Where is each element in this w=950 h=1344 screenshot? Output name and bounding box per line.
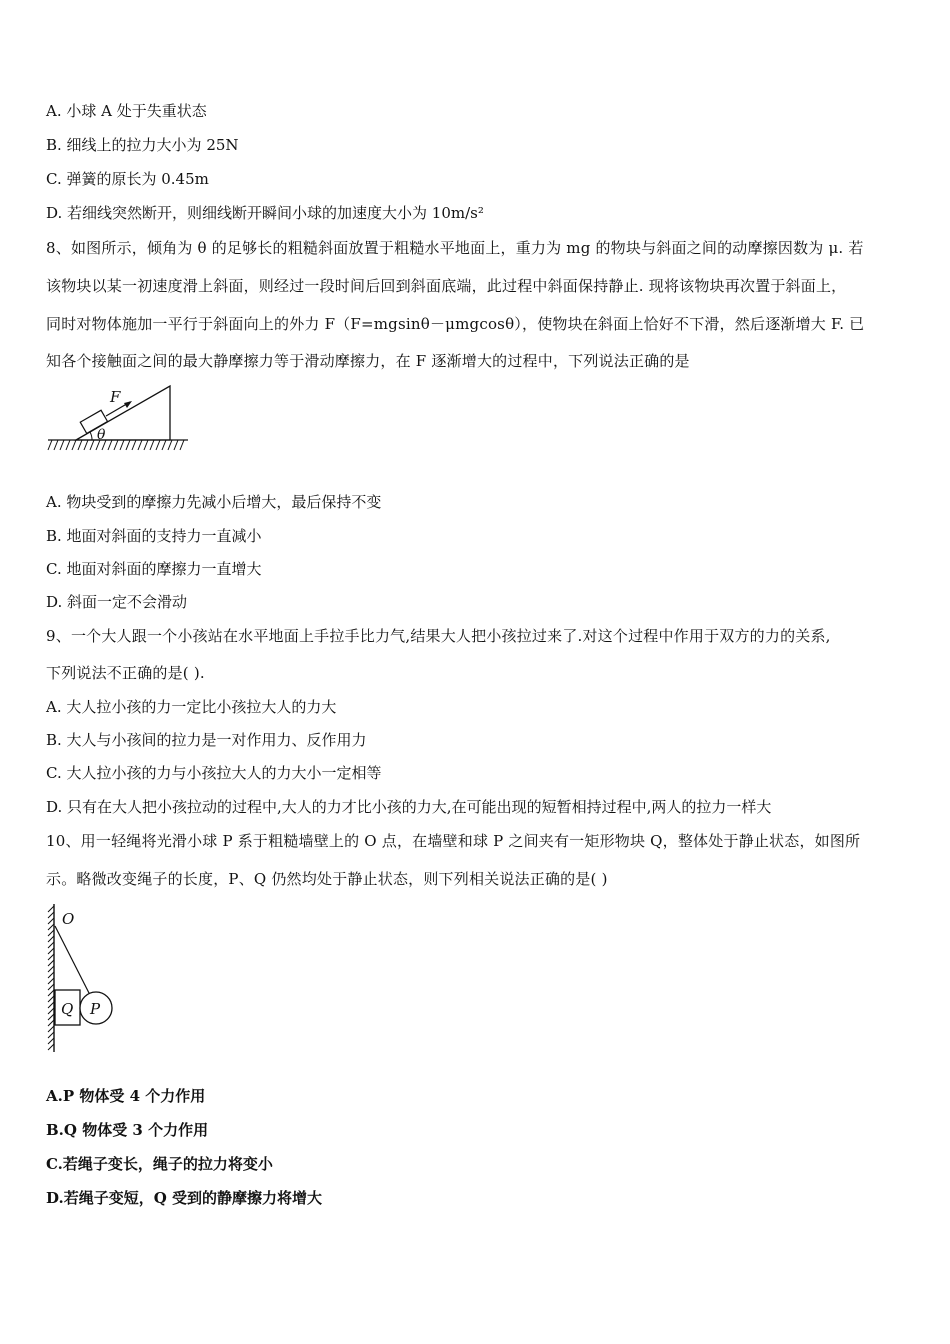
q10-block-q-label: Q bbox=[61, 1000, 74, 1018]
q9-option-a: A. 大人拉小孩的力一定比小孩拉大人的力大 bbox=[46, 698, 337, 716]
q8-stem-line-1: 8、如图所示，倾角为 θ 的足够长的粗糙斜面放置于粗糙水平地面上，重力为 mg 的物块与斜面之间的动摩擦因数为 μ. 若 bbox=[46, 239, 864, 257]
q8-option-a: A. 物块受到的摩擦力先减小后增大，最后保持不变 bbox=[46, 493, 382, 511]
q10-option-a: A.P 物体受 4 个力作用 bbox=[46, 1087, 206, 1105]
q8-stem-line-3: 同时对物体施加一平行于斜面向上的外力 F（F=mgsinθ－μmgcosθ），使物块在斜面上恰好不下滑，然后逐渐增大 F. 已 bbox=[46, 315, 865, 333]
q7-option-b: B. 细线上的拉力大小为 25N bbox=[46, 136, 239, 154]
q9-stem-line-2: 下列说法不正确的是( ). bbox=[46, 664, 205, 682]
q8-option-b: B. 地面对斜面的支持力一直减小 bbox=[46, 527, 262, 545]
q9-option-c: C. 大人拉小孩的力与小孩拉大人的力大小一定相等 bbox=[46, 764, 382, 782]
q8-stem-line-4: 知各个接触面之间的最大静摩擦力等于滑动摩擦力，在 F 逐渐增大的过程中，下列说法正确的是 bbox=[46, 352, 690, 370]
q7-option-a: A. 小球 A 处于失重状态 bbox=[46, 102, 207, 120]
q10-option-b: B.Q 物体受 3 个力作用 bbox=[46, 1121, 209, 1139]
q8-force-label: F bbox=[110, 388, 121, 406]
q10-option-d: D.若绳子变短，Q 受到的静摩擦力将增大 bbox=[46, 1189, 322, 1207]
q8-incline-figure bbox=[46, 380, 196, 460]
q10-option-c: C.若绳子变长，绳子的拉力将变小 bbox=[46, 1155, 273, 1173]
q8-angle-label: θ bbox=[97, 427, 106, 443]
q7-option-d: D. 若细线突然断开，则细线断开瞬间小球的加速度大小为 10m/s² bbox=[46, 204, 484, 222]
q7-option-c: C. 弹簧的原长为 0.45m bbox=[46, 170, 209, 188]
q10-stem-line-1: 10、用一轻绳将光滑小球 P 系于粗糙墙壁上的 O 点，在墙壁和球 P 之间夹有一矩形物块 Q，整体处于静止状态，如图所 bbox=[46, 832, 861, 850]
q10-ball-p-label: P bbox=[90, 1000, 101, 1018]
q8-stem-line-2: 该物块以某一初速度滑上斜面，则经过一段时间后回到斜面底端，此过程中斜面保持静止. 现将该物块再次置于斜面上， bbox=[46, 277, 847, 295]
q9-stem-line-1: 9、一个大人跟一个小孩站在水平地面上手拉手比力气,结果大人把小孩拉过来了.对这个过程中作用于双方的力的关系, bbox=[46, 627, 831, 645]
q10-point-o-label: O bbox=[62, 910, 75, 928]
q8-option-d: D. 斜面一定不会滑动 bbox=[46, 593, 188, 611]
q10-wall-figure bbox=[44, 900, 124, 1055]
q9-option-d: D. 只有在大人把小孩拉动的过程中,大人的力才比小孩的力大,在可能出现的短暂相持过程中,两人的拉力一样大 bbox=[46, 798, 772, 816]
q10-stem-line-2: 示。略微改变绳子的长度，P、Q 仍然均处于静止状态，则下列相关说法正确的是( ) bbox=[46, 870, 608, 888]
q9-option-b: B. 大人与小孩间的拉力是一对作用力、反作用力 bbox=[46, 731, 367, 749]
q8-option-c: C. 地面对斜面的摩擦力一直增大 bbox=[46, 560, 262, 578]
